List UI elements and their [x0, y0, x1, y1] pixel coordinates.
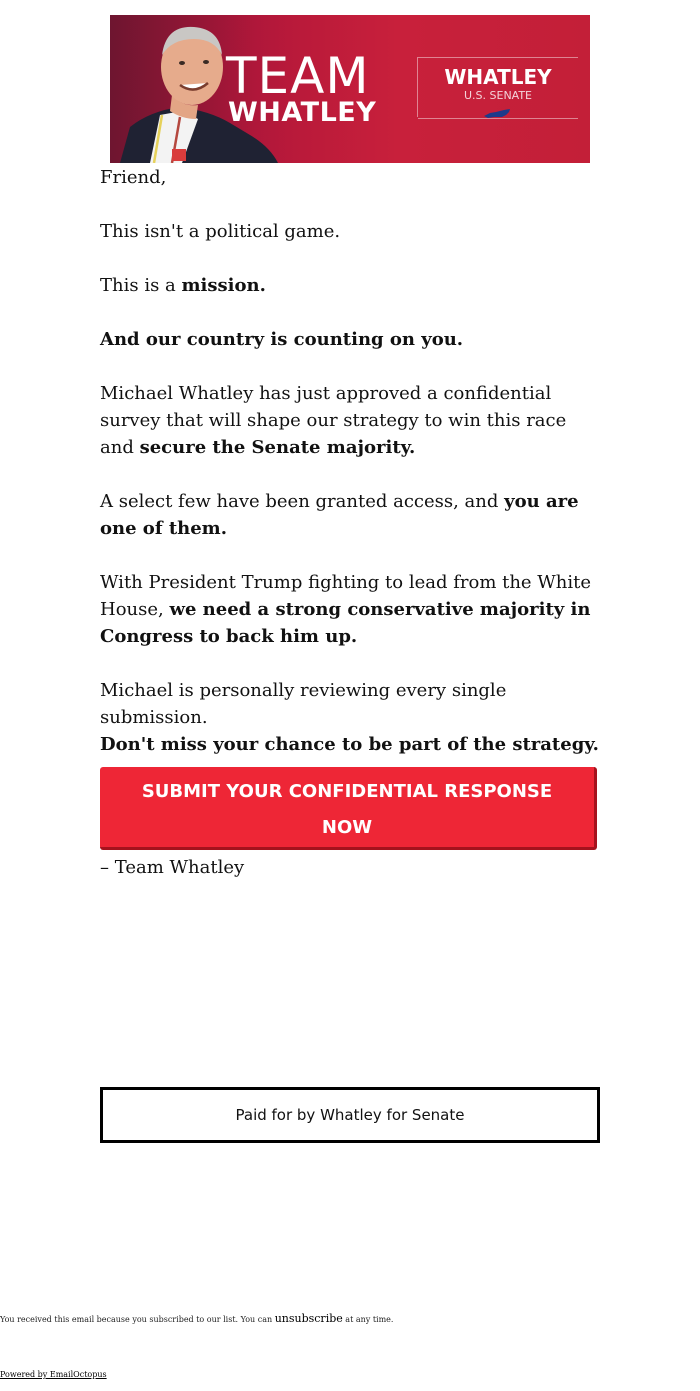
paragraph-2	[100, 272, 605, 299]
footer-text-post: at any time.	[342, 1315, 394, 1324]
senate-logo-subtitle: U.S. SENATE	[463, 89, 533, 102]
powered-by-link[interactable]: Powered by EmailOctopus	[0, 1370, 107, 1379]
paragraph-5-bold: you are one of them.	[100, 491, 579, 539]
paragraph-8: Don't miss your chance to be part of the strategy.	[100, 734, 599, 755]
paragraph-2-text: This is a	[100, 275, 182, 296]
paragraph-3: And our country is counting on you.	[100, 329, 464, 350]
north-carolina-icon	[482, 107, 512, 119]
paragraph-4-text: Michael Whatley has just approved a confidential survey that will shape our strategy to win this race and	[100, 383, 567, 458]
paragraph-6-text: With President Trump fighting to lead from the White House,	[100, 572, 592, 620]
greeting: Friend,	[100, 167, 167, 188]
paragraph-5-text: A select few have been granted access, and	[100, 491, 505, 512]
senate-logo-name: WHATLEY	[444, 65, 552, 89]
paragraph-1: This isn't a political game.	[100, 221, 341, 242]
paragraph-5	[100, 488, 605, 542]
signoff: – Team Whatley	[100, 857, 245, 878]
header-banner	[110, 15, 590, 163]
paragraph-2-bold: mission.	[181, 275, 266, 296]
paid-for-disclaimer: Paid for by Whatley for Senate	[100, 1087, 600, 1143]
unsubscribe-link[interactable]: unsubscribe	[274, 1312, 343, 1325]
footer-notice	[0, 1312, 393, 1327]
submit-response-button[interactable]: SUBMIT YOUR CONFIDENTIAL RESPONSE NOW	[100, 767, 597, 850]
paragraph-7: Michael is personally reviewing every single submission.	[100, 680, 507, 728]
paragraph-4	[100, 380, 605, 461]
whatley-wordmark: WHATLEY	[228, 97, 377, 128]
team-wordmark: TEAM	[226, 47, 370, 105]
paragraph-6-bold: we need a strong conservative majority in Congress to back him up.	[100, 599, 591, 647]
footer-text-pre: You received this email because you subscribed to our list. You can	[0, 1315, 275, 1324]
paragraph-4-bold: secure the Senate majority.	[139, 437, 416, 458]
paragraph-6	[100, 569, 605, 650]
